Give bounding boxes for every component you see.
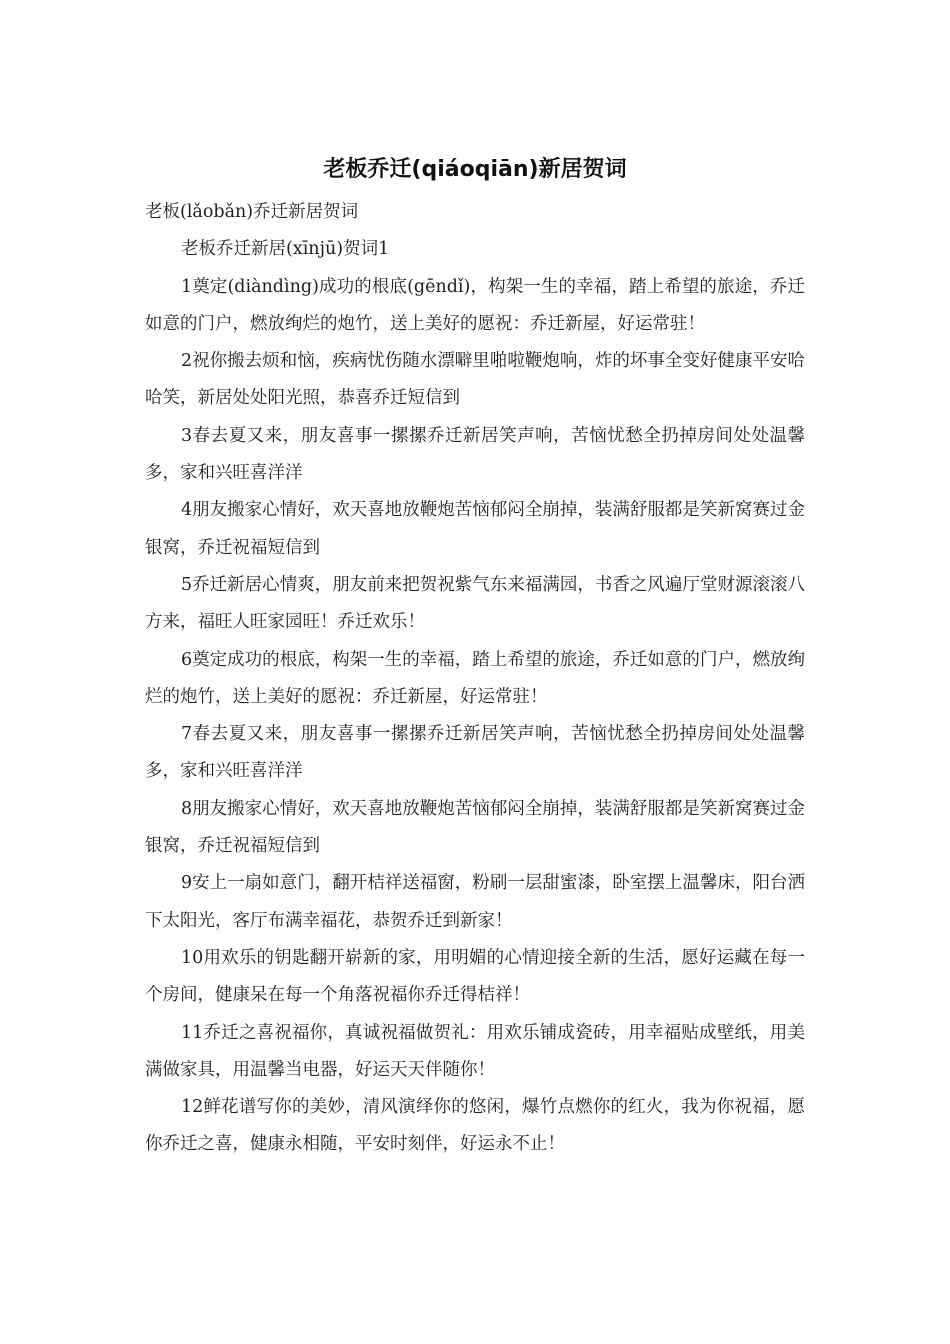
paragraph: 6奠定成功的根底，构架一生的幸福，踏上希望的旅途，乔迁如意的门户，燃放绚烂的炮竹，送上美好的愿祝：乔迁新屋，好运常驻！	[145, 649, 805, 707]
section-heading: 老板乔迁新居(xīnjū)贺词1	[181, 239, 390, 260]
paragraph: 7春去夏又来，朋友喜事一摞摞乔迁新居笑声响，苦恼忧愁全扔掉房间处处温馨多，家和兴旺喜洋洋	[145, 724, 805, 782]
document-body	[145, 194, 805, 1164]
paragraph: 1奠定(diàndìng)成功的根底(gēndǐ)，构架一生的幸福，踏上希望的旅途，乔迁如意的门户，燃放绚烂的炮竹，送上美好的愿祝：乔迁新屋，好运常驻！	[145, 276, 805, 334]
paragraph: 8朋友搬家心情好，欢天喜地放鞭炮苦恼郁闷全崩掉，装满舒服都是笑新窝赛过金银窝，乔迁祝福短信到	[145, 798, 805, 857]
paragraph: 10用欢乐的钥匙翻开崭新的家，用明媚的心情迎接全新的生活，愿好运藏在每一个房间，健康呆在每一个角落祝福你乔迁得桔祥！	[145, 947, 805, 1006]
paragraph: 12鲜花谱写你的美妙，清风演绎你的悠闲，爆竹点燃你的红火，我为你祝福，愿你乔迁之喜，健康永相随，平安时刻伴，好运永不止！	[145, 1097, 805, 1155]
paragraph: 3春去夏又来，朋友喜事一摞摞乔迁新居笑声响，苦恼忧愁全扔掉房间处处温馨多，家和兴旺喜洋洋	[145, 425, 805, 484]
document-subtitle: 老板(lǎobǎn)乔迁新居贺词	[145, 202, 359, 222]
paragraph: 5乔迁新居心情爽，朋友前来把贺祝紫气东来福满园，书香之风遍厅堂财源滚滚八方来，福旺人旺家园旺！乔迁欢乐！	[145, 574, 805, 633]
paragraph: 11乔迁之喜祝福你，真诚祝福做贺礼：用欢乐铺成瓷砖，用幸福贴成壁纸，用美满做家具，用温馨当电器，好运天天伴随你！	[145, 1022, 805, 1080]
document-title: 老板乔迁(qiáoqiān)新居贺词	[323, 157, 627, 182]
paragraph: 9安上一扇如意门，翻开桔祥送福窗，粉刷一层甜蜜漆，卧室摆上温馨床，阳台洒下太阳光，客厅布满幸福花，恭贺乔迁到新家！	[145, 873, 805, 931]
paragraph: 2祝你搬去烦和恼，疾病忧伤随水漂噼里啪啦鞭炮响，炸的坏事全变好健康平安哈哈笑，新居处处阳光照，恭喜乔迁短信到	[145, 351, 805, 409]
paragraph: 4朋友搬家心情好，欢天喜地放鞭炮苦恼郁闷全崩掉，装满舒服都是笑新窝赛过金银窝，乔迁祝福短信到	[145, 500, 805, 558]
